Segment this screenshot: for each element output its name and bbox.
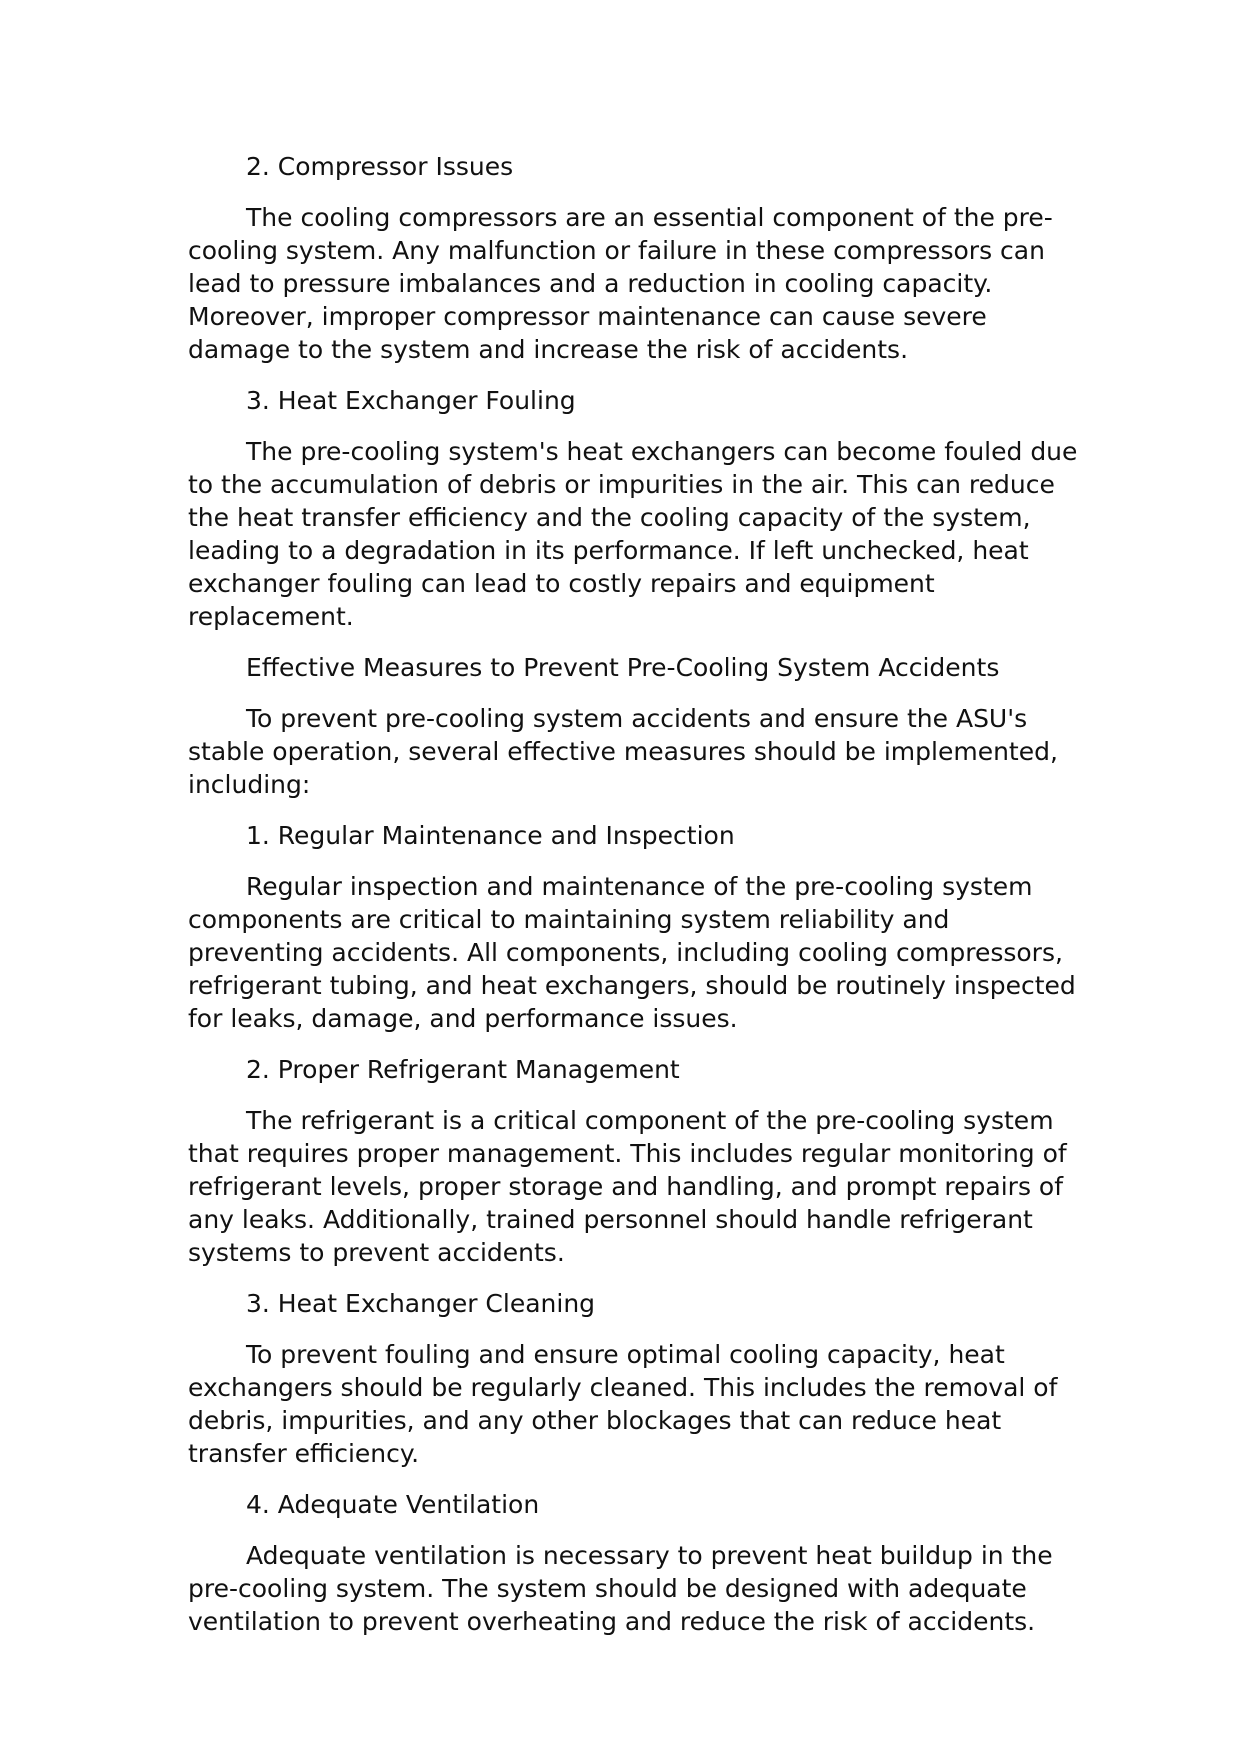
- section-heading-compressor-issues: 2. Compressor Issues: [246, 152, 514, 181]
- paragraph-refrigerant-management: The refrigerant is a critical component of the pre-cooling system that requires proper management. This includes regular monitoring of refrigerant levels, proper storage and handling, and prompt repairs of any leaks. Additionally, trained personnel should handle refrigerant systems to prevent accidents.: [188, 1106, 1067, 1267]
- section-heading-regular-maintenance: 1. Regular Maintenance and Inspection: [246, 821, 735, 850]
- document-page: [188, 150, 1078, 1656]
- section-heading-refrigerant-management: 2. Proper Refrigerant Management: [246, 1055, 680, 1084]
- paragraph-regular-maintenance: Regular inspection and maintenance of the pre-cooling system components are critical to maintaining system reliability and preventing accidents. All components, including cooling compressors, refrigerant tubing, and heat exchangers, should be routinely inspected for leaks, damage, and performance issues.: [188, 872, 1076, 1033]
- section-heading-heat-exchanger-cleaning: 3. Heat Exchanger Cleaning: [246, 1289, 596, 1318]
- paragraph-adequate-ventilation: Adequate ventilation is necessary to prevent heat buildup in the pre-cooling system. The system should be designed with adequate ventilation to prevent overheating and reduce the risk of accidents.: [188, 1541, 1053, 1636]
- section-heading-adequate-ventilation: 4. Adequate Ventilation: [246, 1490, 540, 1519]
- paragraph-effective-measures: To prevent pre-cooling system accidents and ensure the ASU's stable operation, several effective measures should be implemented, including:: [188, 704, 1058, 799]
- paragraph-heat-exchanger-cleaning: To prevent fouling and ensure optimal cooling capacity, heat exchangers should be regularly cleaned. This includes the removal of debris, impurities, and any other blockages that can reduce heat transfer efficiency.: [188, 1340, 1058, 1468]
- paragraph-heat-exchanger-fouling: The pre-cooling system's heat exchangers can become fouled due to the accumulation of debris or impurities in the air. This can reduce the heat transfer efficiency and the cooling capacity of the system, leading to a degradation in its performance. If left unchecked, heat exchanger fouling can lead to costly repairs and equipment replacement.: [188, 437, 1078, 631]
- section-heading-effective-measures: Effective Measures to Prevent Pre-Cooling System Accidents: [246, 653, 1000, 682]
- paragraph-compressor-issues: The cooling compressors are an essential component of the pre-cooling system. Any malfunction or failure in these compressors can lead to pressure imbalances and a reduction in cooling capacity. Moreover, improper compressor maintenance can cause severe damage to the system and increase the risk of accidents.: [188, 203, 1053, 364]
- section-heading-heat-exchanger-fouling: 3. Heat Exchanger Fouling: [246, 386, 576, 415]
